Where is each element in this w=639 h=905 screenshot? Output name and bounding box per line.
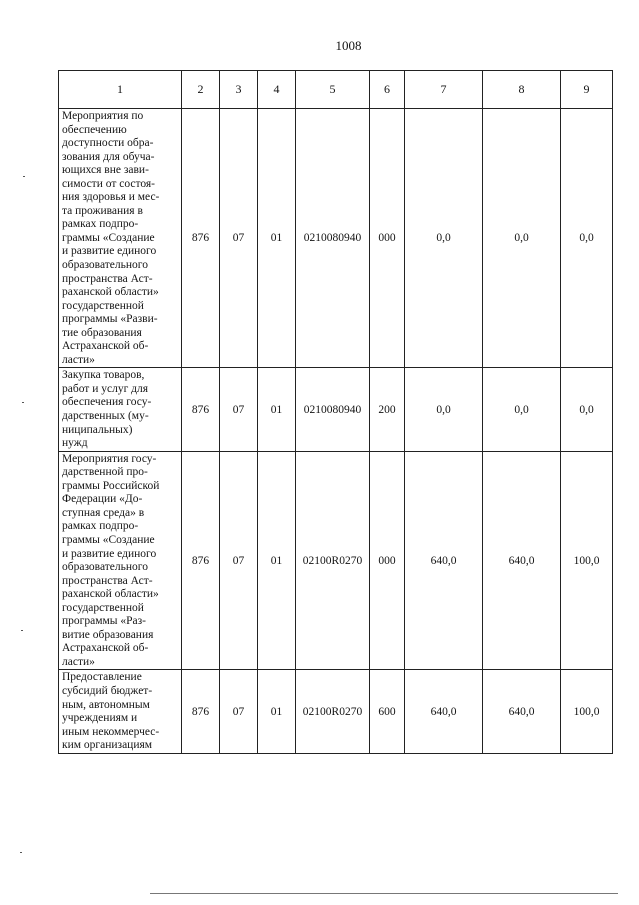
row-name-line: Федерации «До-: [62, 493, 143, 506]
row-value-c3: 07: [220, 670, 258, 753]
row-value-c6: 000: [370, 451, 405, 670]
row-value-c8: 0,0: [483, 109, 561, 368]
row-value-c4: 01: [258, 368, 296, 451]
row-value-c8: 640,0: [483, 451, 561, 670]
row-value-c9: 100,0: [561, 670, 613, 753]
row-value-c7: 640,0: [405, 670, 483, 753]
row-name-line: раханской области»: [62, 588, 159, 601]
row-name-line: рамках подпро-: [62, 520, 139, 533]
row-name-line: ласти»: [62, 655, 95, 668]
table-row: [59, 109, 613, 368]
scan-bottom-rule: [150, 893, 618, 894]
row-value-c3: 07: [220, 451, 258, 670]
row-value-c3: 07: [220, 368, 258, 451]
row-value-c7: 640,0: [405, 451, 483, 670]
row-name-cell: [59, 368, 182, 451]
row-value-c9: 0,0: [561, 109, 613, 368]
budget-table: [58, 70, 613, 754]
row-value-c2: 876: [182, 451, 220, 670]
row-name-line: учреждениям и: [62, 712, 138, 725]
row-value-c6: 000: [370, 109, 405, 368]
row-name-line: зования для обуча-: [62, 150, 155, 163]
row-name-line: рамках подпро-: [62, 218, 139, 231]
row-value-c9: 0,0: [561, 368, 613, 451]
row-name-line: Астраханской об-: [62, 340, 149, 353]
row-value-c8: 0,0: [483, 368, 561, 451]
row-name-line: обеспечения госу-: [62, 396, 152, 409]
row-name-cell: [59, 670, 182, 753]
table-header-row: [59, 71, 613, 109]
column-header-8: 8: [483, 71, 561, 109]
row-value-c5: 0210080940: [296, 109, 370, 368]
row-name-line: работ и услуг для: [62, 382, 149, 395]
table-body: [59, 109, 613, 754]
row-name-line: программы «Разви-: [62, 313, 158, 326]
scan-speck: [22, 402, 24, 403]
row-name-line: Мероприятия госу-: [62, 452, 157, 465]
column-header-5: 5: [296, 71, 370, 109]
row-name-cell: [59, 451, 182, 670]
row-name-line: ным, автономным: [62, 698, 150, 711]
row-name-line: дарственных (му-: [62, 410, 149, 423]
row-value-c6: 200: [370, 368, 405, 451]
table-row: [59, 368, 613, 451]
column-header-1: 1: [59, 71, 182, 109]
column-header-2: 2: [182, 71, 220, 109]
row-value-c4: 01: [258, 109, 296, 368]
row-value-c5: 02100R0270: [296, 451, 370, 670]
column-header-9: 9: [561, 71, 613, 109]
scan-speck: [23, 176, 25, 177]
row-name-line: образовательного: [62, 259, 148, 272]
row-name-cell: [59, 109, 182, 368]
row-name-line: пространства Аст-: [62, 574, 153, 587]
row-name-line: ниципальных): [62, 423, 133, 436]
row-name-line: ласти»: [62, 353, 95, 366]
row-value-c2: 876: [182, 670, 220, 753]
row-name-line: Астраханской об-: [62, 642, 149, 655]
column-header-4: 4: [258, 71, 296, 109]
row-name-line: программы «Раз-: [62, 615, 147, 628]
row-value-c7: 0,0: [405, 109, 483, 368]
row-name-line: ющихся вне зави-: [62, 164, 149, 177]
table-row: [59, 451, 613, 670]
row-name-line: обеспечению: [62, 123, 127, 136]
row-value-c9: 100,0: [561, 451, 613, 670]
row-value-c4: 01: [258, 451, 296, 670]
row-value-c4: 01: [258, 670, 296, 753]
row-name-line: государственной: [62, 299, 144, 312]
row-name-line: ступная среда» в: [62, 506, 145, 519]
table-row: [59, 670, 613, 753]
scan-speck: [20, 852, 22, 853]
row-name-line: государственной: [62, 601, 144, 614]
row-name-line: и развитие единого: [62, 547, 157, 560]
row-name-line: Закупка товаров,: [62, 369, 145, 382]
column-header-7: 7: [405, 71, 483, 109]
row-value-c6: 600: [370, 670, 405, 753]
row-name-line: дарственной про-: [62, 466, 148, 479]
row-name-line: образовательного: [62, 561, 148, 574]
row-name-line: ким организациям: [62, 739, 153, 752]
row-name-line: витие образования: [62, 628, 154, 641]
page-number: 1008: [335, 38, 362, 53]
row-name-line: Мероприятия по: [62, 110, 144, 122]
row-value-c2: 876: [182, 109, 220, 368]
column-header-3: 3: [220, 71, 258, 109]
row-name-line: тие образования: [62, 326, 142, 339]
row-name-line: доступности обра-: [62, 137, 154, 150]
row-name-line: граммы «Создание: [62, 533, 155, 546]
row-name-line: пространства Аст-: [62, 272, 153, 285]
row-value-c2: 876: [182, 368, 220, 451]
row-name-line: граммы «Создание: [62, 231, 155, 244]
row-name-line: та проживания в: [62, 204, 143, 217]
row-name-line: ния здоровья и мес-: [62, 191, 160, 204]
row-value-c8: 640,0: [483, 670, 561, 753]
row-value-c5: 02100R0270: [296, 670, 370, 753]
row-name-line: граммы Российской: [62, 479, 160, 492]
row-name-line: субсидий бюджет-: [62, 684, 153, 697]
row-name-line: Предоставление: [62, 671, 142, 684]
row-name-line: симости от состоя-: [62, 177, 155, 190]
row-name-line: и развитие единого: [62, 245, 157, 258]
row-value-c5: 0210080940: [296, 368, 370, 451]
column-header-6: 6: [370, 71, 405, 109]
row-value-c7: 0,0: [405, 368, 483, 451]
row-value-c3: 07: [220, 109, 258, 368]
row-name-line: раханской области»: [62, 286, 159, 299]
scan-speck: [21, 630, 23, 631]
row-name-line: иным некоммерчес-: [62, 725, 160, 738]
row-name-line: нужд: [62, 437, 88, 450]
